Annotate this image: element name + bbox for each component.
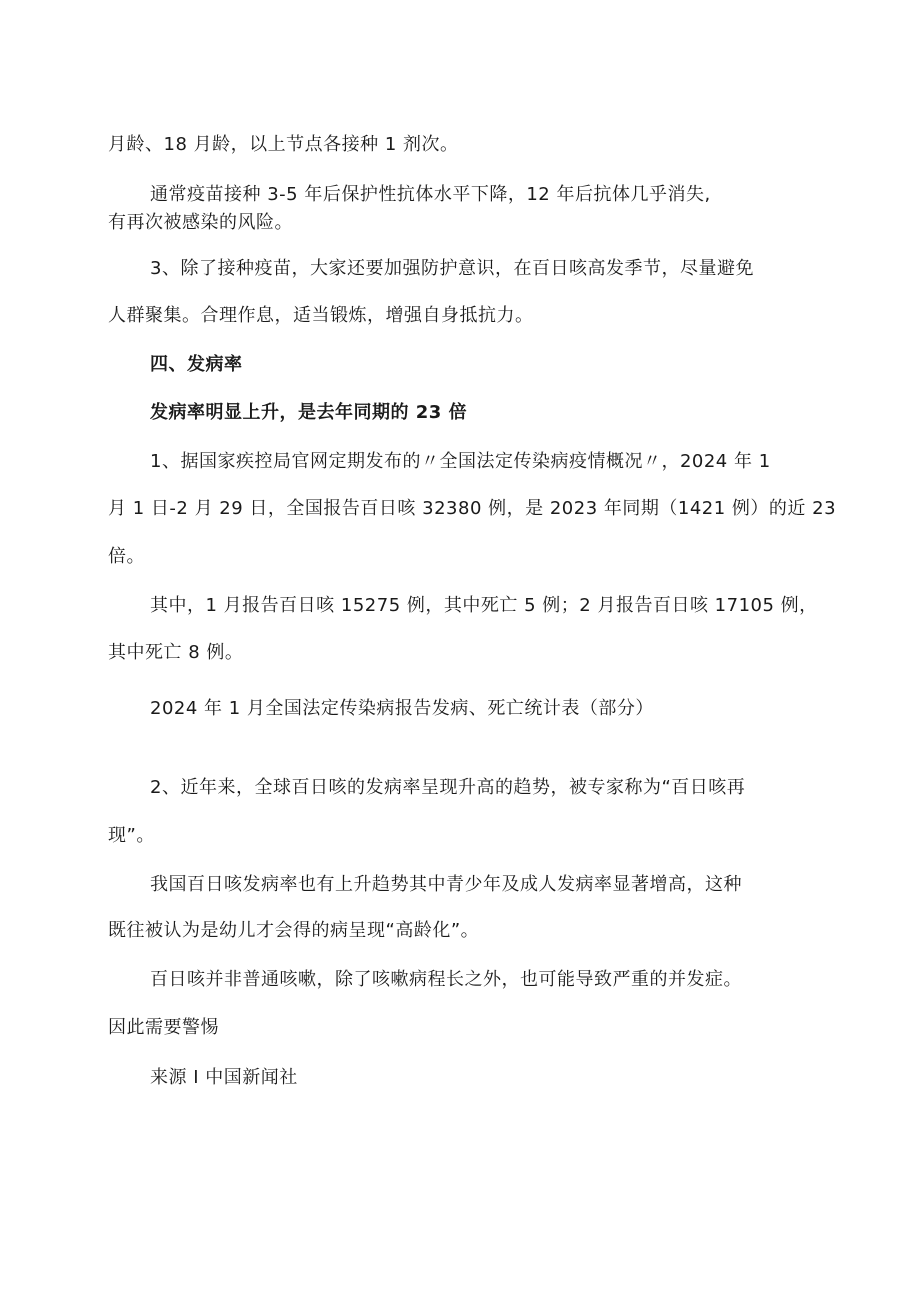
paragraph-line: 人群聚集。合理作息，适当锻炼，增强自身抵抗力。 bbox=[108, 305, 534, 326]
paragraph-line: 其中死亡 8 例。 bbox=[108, 642, 244, 663]
paragraph-line: 月 1 日-2 月 29 日，全国报告百日咳 32380 例，是 2023 年同期（1421 例）的近 23 bbox=[108, 498, 837, 519]
paragraph-line: 有再次被感染的风险。 bbox=[108, 212, 293, 233]
source-credit: 来源 I 中国新闻社 bbox=[150, 1067, 298, 1088]
paragraph-line: 月龄、18 月龄，以上节点各接种 1 剂次。 bbox=[108, 134, 459, 155]
paragraph-line: 现”。 bbox=[108, 825, 155, 846]
subsection-heading: 发病率明显上升，是去年同期的 23 倍 bbox=[150, 402, 468, 423]
paragraph-line: 既往被认为是幼儿才会得的病呈现“高龄化”。 bbox=[108, 920, 480, 941]
paragraph-line: 通常疫苗接种 3-5 年后保护性抗体水平下降，12 年后抗体几乎消失, bbox=[150, 184, 711, 205]
paragraph-line: 2、近年来，全球百日咳的发病率呈现升高的趋势，被专家称为“百日咳再 bbox=[150, 777, 746, 798]
paragraph-line: 百日咳并非普通咳嗽，除了咳嗽病程长之外，也可能导致严重的并发症。 bbox=[150, 969, 742, 990]
paragraph-line: 因此需要警惕 bbox=[108, 1017, 219, 1038]
paragraph-line: 1、据国家疾控局官网定期发布的〃全国法定传染病疫情概况〃，2024 年 1 bbox=[150, 451, 771, 472]
paragraph-line: 我国百日咳发病率也有上升趋势其中青少年及成人发病率显著增高，这种 bbox=[150, 874, 742, 895]
section-heading: 四、发病率 bbox=[150, 354, 243, 375]
paragraph-line: 其中，1 月报告百日咳 15275 例，其中死亡 5 例；2 月报告百日咳 17105 例， bbox=[150, 595, 818, 616]
paragraph-line: 倍。 bbox=[108, 546, 145, 567]
paragraph-line: 3、除了接种疫苗，大家还要加强防护意识，在百日咳高发季节，尽量避免 bbox=[150, 258, 754, 279]
table-caption: 2024 年 1 月全国法定传染病报告发病、死亡统计表（部分） bbox=[150, 698, 654, 719]
